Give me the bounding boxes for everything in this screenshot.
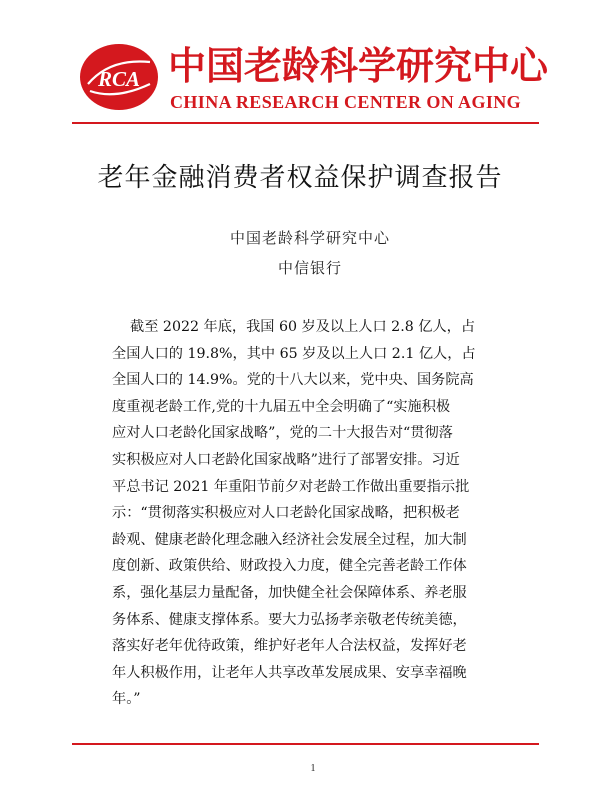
rca-logo-icon: [80, 44, 158, 110]
header-divider: [72, 122, 539, 124]
paragraph-line: 年。”: [112, 691, 141, 708]
footer-divider: [72, 743, 539, 745]
paragraph-line: 全国人口的 14.9%。党的十八大以来，党中央、国务院高: [112, 372, 474, 389]
paragraph-line: 平总书记 2021 年重阳节前夕对老龄工作做出重要指示批: [112, 478, 470, 495]
paragraph-line: 落实好老年优待政策，维护好老年人合法权益，发挥好老: [112, 638, 467, 655]
author-primary: 中国老龄科学研究中心: [229, 229, 390, 247]
org-name-cn: 中国老龄科学研究中心: [168, 44, 549, 88]
paragraph-line: 应对人口老龄化国家战略”，党的二十大报告对“贯彻落: [112, 425, 453, 442]
paragraph-line: 度创新、政策供给、财政投入力度，健全完善老龄工作体: [112, 558, 467, 575]
paragraph-line: 实积极应对人口老龄化国家战略”进行了部署安排。习近: [112, 451, 460, 468]
page-number: 1: [310, 763, 316, 774]
report-title: 老年金融消费者权益保护调查报告: [97, 163, 503, 193]
paragraph-line: 示：“贯彻落实积极应对人口老龄化国家战略，把积极老: [112, 505, 460, 522]
paragraph-line: 全国人口的 19.8%，其中 65 岁及以上人口 2.1 亿人，占: [112, 345, 476, 362]
paragraph-line: 务体系、健康支撑体系。要大力弘扬孝亲敬老传统美德，: [112, 611, 467, 628]
org-name-en: CHINA RESEARCH CENTER ON AGING: [170, 92, 522, 112]
author-secondary: 中信银行: [277, 259, 342, 277]
paragraph-line: 度重视老龄工作,党的十九届五中全会明确了“实施积极: [112, 398, 451, 415]
body-paragraph: [112, 314, 512, 713]
paragraph-line: 龄观、健康老龄化理念融入经济社会发展全过程，加大制: [112, 531, 467, 548]
paragraph-line: 截至 2022 年底，我国 60 岁及以上人口 2.8 亿人，占: [112, 319, 476, 335]
rca-logo: [80, 44, 158, 110]
logo-text: RCA: [97, 67, 141, 91]
paragraph-line: 系，强化基层力量配备，加快健全社会保障体系、养老服: [112, 584, 467, 601]
paragraph-line: 年人积极作用，让老年人共享改革发展成果、安享幸福晚: [112, 664, 467, 681]
